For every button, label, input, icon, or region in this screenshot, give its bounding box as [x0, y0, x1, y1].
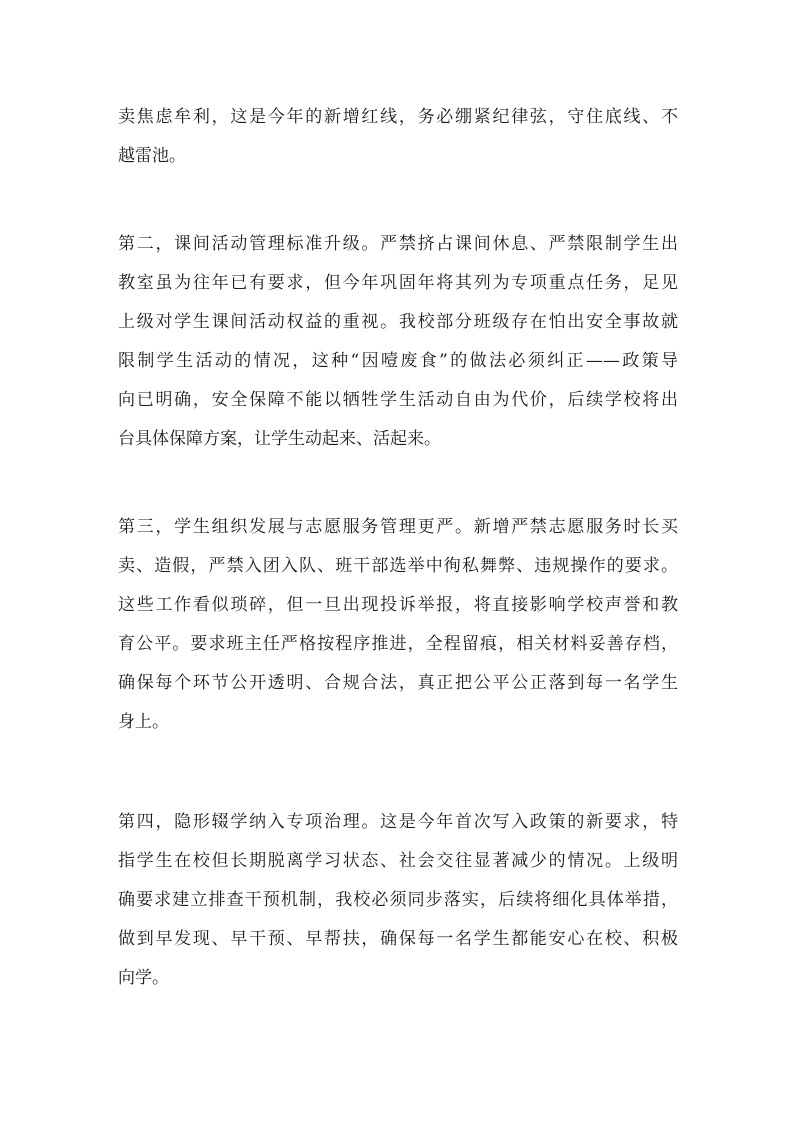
text-line: 指学生在校但长期脱离学习状态、社会交往显著减少的情况。上级明	[118, 851, 678, 871]
paragraph-1	[118, 98, 678, 176]
text-line: 向已明确，安全保障不能以牺牲学生活动自由为代价，后续学校将出	[118, 390, 678, 410]
text-line: 确保每个环节公开透明、合规合法，真正把公平公正落到每一名学生	[118, 673, 678, 693]
text-line: 第二，课间活动管理标准升级。严禁挤占课间休息、严禁限制学生出	[118, 234, 678, 254]
text-line: 向学。	[118, 968, 169, 988]
text-line: 身上。	[118, 712, 169, 732]
text-line: 育公平。要求班主任严格按程序推进，全程留痕，相关材料妥善存档，	[118, 634, 678, 654]
text-line: 台具体保障方案，让学生动起来、活起来。	[118, 429, 441, 449]
paragraph-4	[118, 803, 678, 998]
text-line: 这些工作看似琐碎，但一旦出现投诉举报，将直接影响学校声誉和教	[118, 595, 678, 615]
text-line: 上级对学生课间活动权益的重视。我校部分班级存在怕出安全事故就	[118, 312, 678, 332]
text-line: 做到早发现、早干预、早帮扶，确保每一名学生都能安心在校、积极	[118, 929, 678, 949]
paragraph-3	[118, 508, 678, 742]
text-line: 确要求建立排查干预机制，我校必须同步落实，后续将细化具体举措，	[118, 890, 678, 910]
text-line: 限制学生活动的情况，这种“因噎废食”的做法必须纠正——政策导	[118, 351, 678, 371]
paragraph-2	[118, 225, 678, 459]
text-line: 第四，隐形辍学纳入专项治理。这是今年首次写入政策的新要求，特	[118, 812, 678, 832]
text-line: 教室虽为往年已有要求，但今年巩固年将其列为专项重点任务，足见	[118, 273, 678, 293]
text-line: 第三，学生组织发展与志愿服务管理更严。新增严禁志愿服务时长买	[118, 517, 678, 537]
text-line: 卖焦虑牟利，这是今年的新增红线，务必绷紧纪律弦，守住底线、不	[118, 107, 678, 127]
text-line: 卖、造假，严禁入团入队、班干部选举中徇私舞弊、违规操作的要求。	[118, 556, 678, 576]
text-line: 越雷池。	[118, 146, 186, 166]
